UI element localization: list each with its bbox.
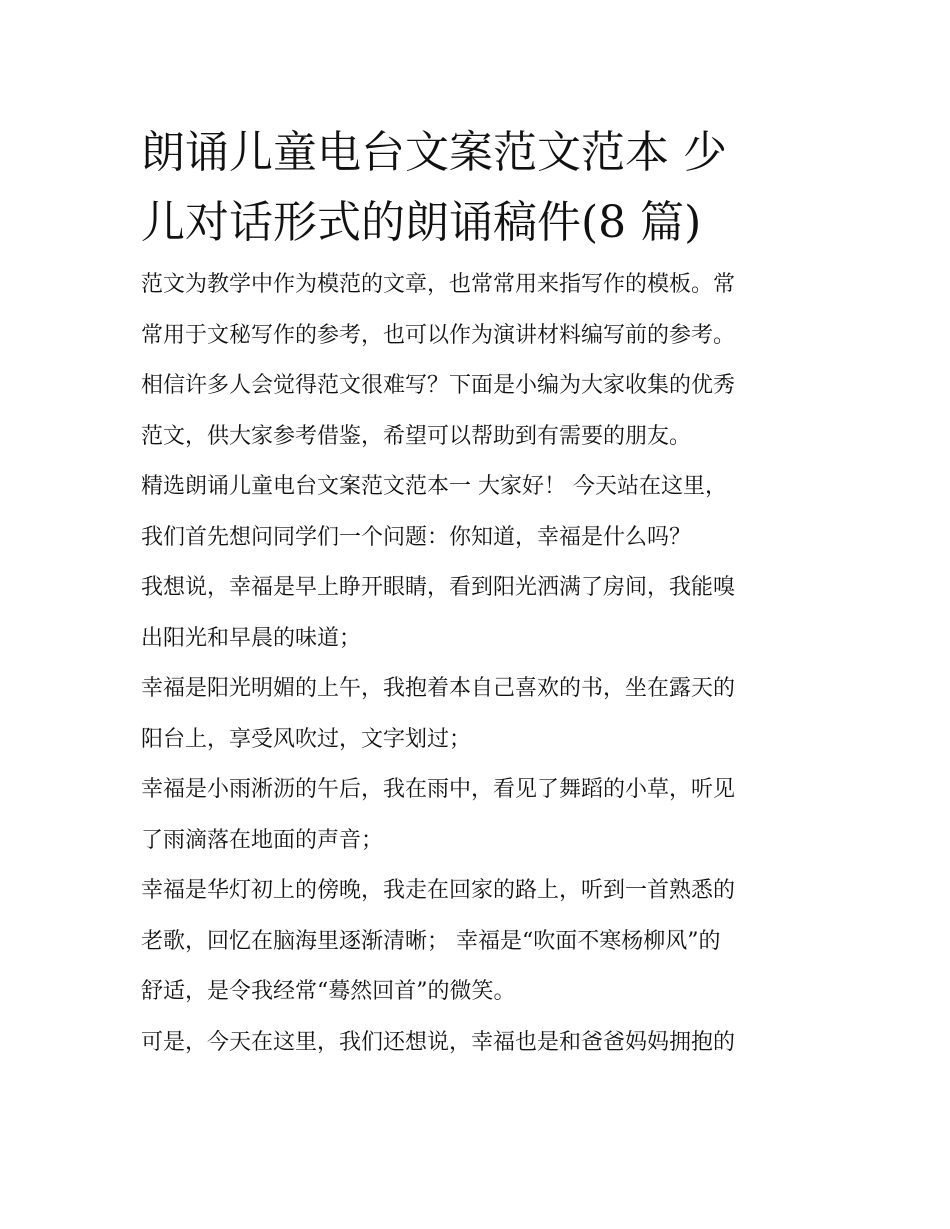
text-line-11: 幸福是小雨淅沥的午后，我在雨中，看见了舞蹈的小草，听见 (141, 777, 736, 802)
text-line-4: 范文，供大家参考借鉴，希望可以帮助到有需要的朋友。 (141, 423, 692, 449)
text-line-14: 老歌，回忆在脑海里逐渐清晰； 幸福是“吹面不寒杨柳风”的 (141, 928, 721, 954)
text-line-13: 幸福是华灯初上的傍晚，我走在回家的路上，听到一首熟悉的 (141, 878, 736, 903)
document-body (141, 118, 821, 1068)
text-line-12: 了雨滴落在地面的声音； (141, 827, 384, 853)
text-line-15: 舒适，是令我经常“蓦然回首”的微笑。 (141, 979, 516, 1004)
text-line-5: 精选朗诵儿童电台文案范文范本一 大家好！ 今天站在这里， (141, 474, 727, 499)
text-line-2: 常用于文秘写作的参考，也可以作为演讲材料编写前的参考。 (141, 322, 736, 348)
text-line-3: 相信许多人会觉得范文很难写？下面是小编为大家收集的优秀 (141, 373, 736, 398)
title-line-1: 朗诵儿童电台文案范文范本 少 (141, 127, 727, 178)
text-line-8: 出阳光和早晨的味道； (141, 625, 362, 651)
document-title (141, 118, 821, 258)
text-line-6: 我们首先想问同学们一个问题：你知道，幸福是什么吗？ (141, 524, 692, 550)
text-line-9: 幸福是阳光明媚的上午，我抱着本自己喜欢的书，坐在露天的 (141, 676, 736, 701)
text-line-1: 范文为教学中作为模范的文章，也常常用来指写作的模板。常 (141, 272, 736, 297)
text-line-10: 阳台上，享受风吹过，文字划过； (141, 726, 472, 752)
title-line-2: 儿对话形式的朗诵稿件(8 篇) (141, 197, 702, 248)
text-line-16: 可是，今天在这里，我们还想说，幸福也是和爸爸妈妈拥抱的 (141, 1029, 736, 1055)
text-line-7: 我想说，幸福是早上睁开眼睛，看到阳光洒满了房间，我能嗅 (141, 575, 736, 600)
